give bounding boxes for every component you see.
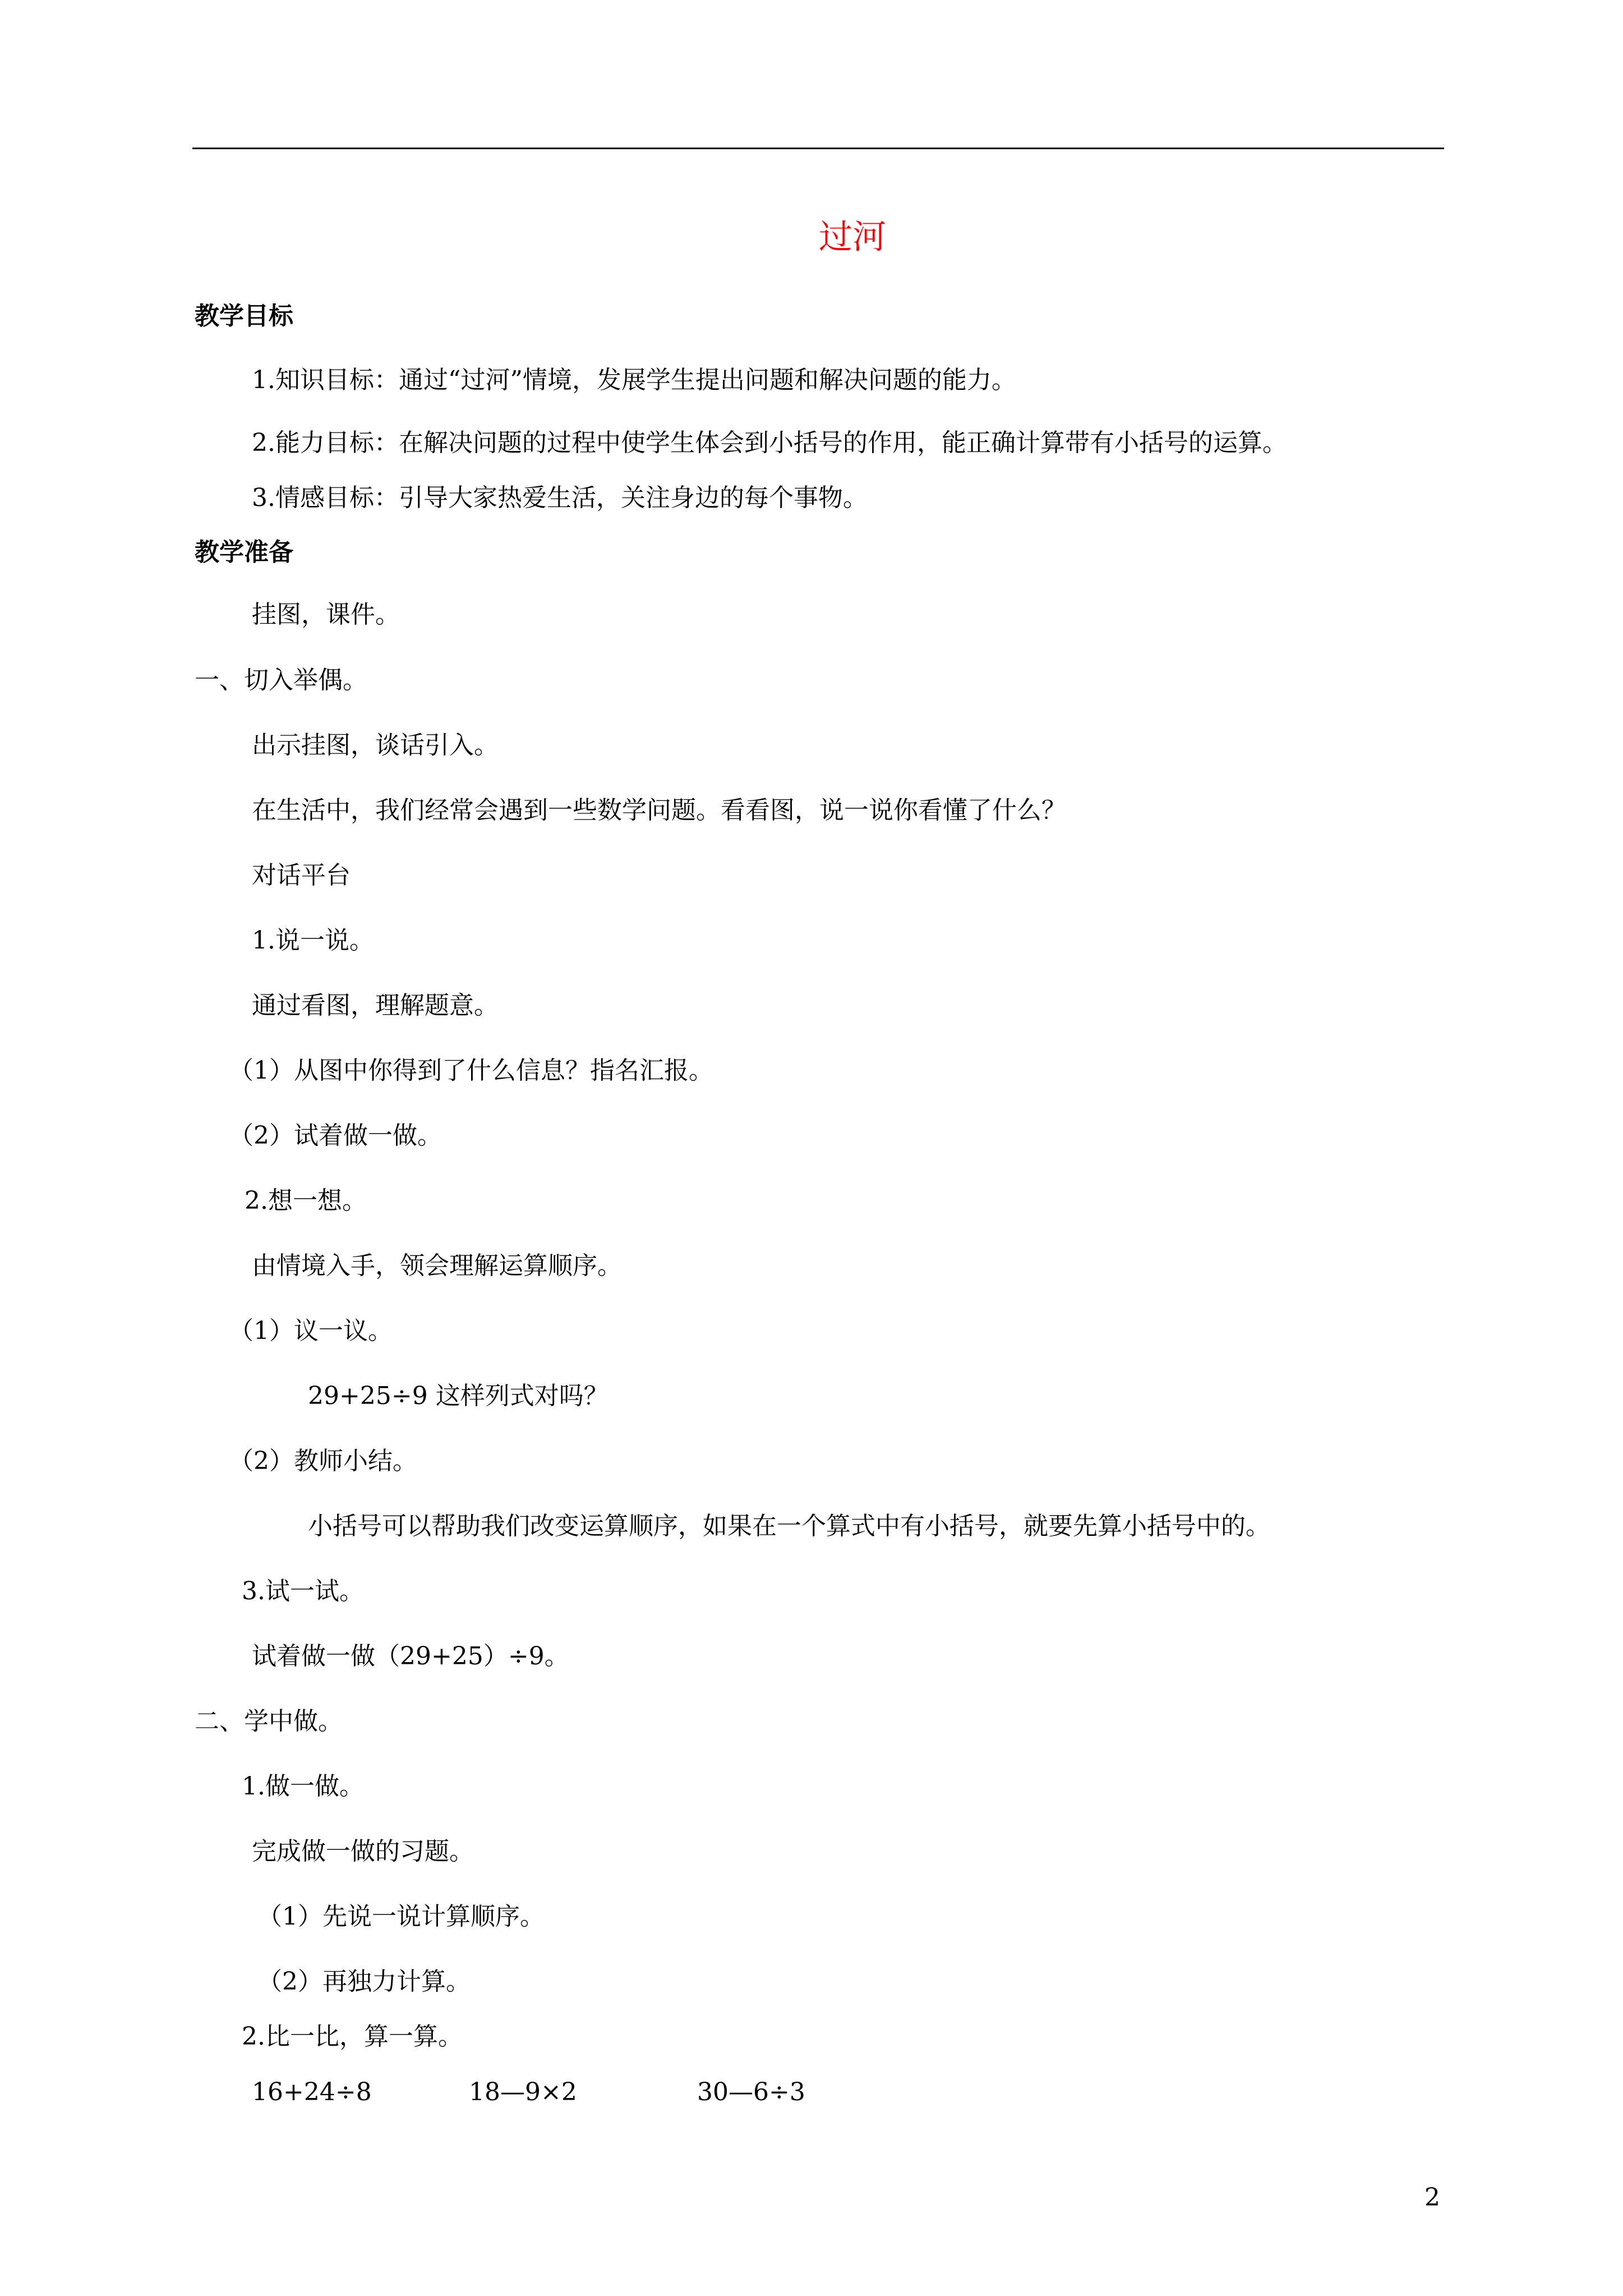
formula-2: 18—9×2 — [469, 2078, 577, 2106]
formula-1: 16+24÷8 — [252, 2078, 372, 2106]
part2-heading: 二、学中做。 — [195, 1707, 343, 1736]
document-title: 过河 — [819, 218, 886, 257]
part1-item1: 1.说一说。 — [252, 926, 374, 955]
part1-item2-sub2: （2）教师小结。 — [229, 1447, 417, 1475]
part2-item2: 2.比一比，算一算。 — [242, 2022, 463, 2051]
header-rule — [192, 148, 1444, 149]
goal-1: 1.知识目标：通过“过河”情境，发展学生提出问题和解决问题的能力。 — [252, 366, 1016, 394]
part1-item1-sub2: （2）试着做一做。 — [229, 1121, 442, 1150]
part1-item3-text: 试着做一做（29+25）÷9。 — [252, 1642, 569, 1671]
prep-text: 挂图，课件。 — [252, 600, 400, 629]
part1-item2-sub1-text: 29+25÷9 这样列式对吗？ — [308, 1382, 608, 1410]
part2-item1: 1.做一做。 — [242, 1772, 364, 1801]
goal-3: 3.情感目标：引导大家热爱生活，关注身边的每个事物。 — [252, 484, 868, 512]
part1-line2: 在生活中，我们经常会遇到一些数学问题。看看图，说一说你看懂了什么？ — [252, 796, 1066, 825]
part1-item2-text: 由情境入手，领会理解运算顺序。 — [252, 1251, 622, 1280]
part1-line1: 出示挂图，谈话引入。 — [252, 731, 499, 760]
goal-2: 2.能力目标：在解决问题的过程中使学生体会到小括号的作用，能正确计算带有小括号的运算。 — [252, 429, 1287, 457]
goals-heading: 教学目标 — [195, 302, 293, 330]
part2-item1-text: 完成做一做的习题。 — [252, 1837, 474, 1866]
part1-item1-text: 通过看图，理解题意。 — [252, 991, 499, 1020]
part1-heading: 一、切入举偶。 — [195, 666, 367, 694]
part1-item2-sub2-text: 小括号可以帮助我们改变运算顺序，如果在一个算式中有小括号，就要先算小括号中的。 — [308, 1512, 1270, 1540]
part1-item3: 3.试一试。 — [242, 1577, 364, 1605]
formula-3: 30—6÷3 — [697, 2078, 805, 2106]
part2-item1-sub1: （1）先说一说计算顺序。 — [257, 1902, 545, 1931]
page-number: 2 — [1424, 2183, 1440, 2212]
part2-item1-sub2: （2）再独力计算。 — [257, 1967, 471, 1996]
part1-item2: 2.想一想。 — [245, 1186, 367, 1215]
part1-line3: 对话平台 — [252, 861, 351, 890]
part1-item1-sub1: （1）从图中你得到了什么信息？指名汇报。 — [229, 1056, 713, 1085]
part1-item2-sub1: （1）议一议。 — [229, 1317, 393, 1345]
prep-heading: 教学准备 — [195, 538, 293, 567]
